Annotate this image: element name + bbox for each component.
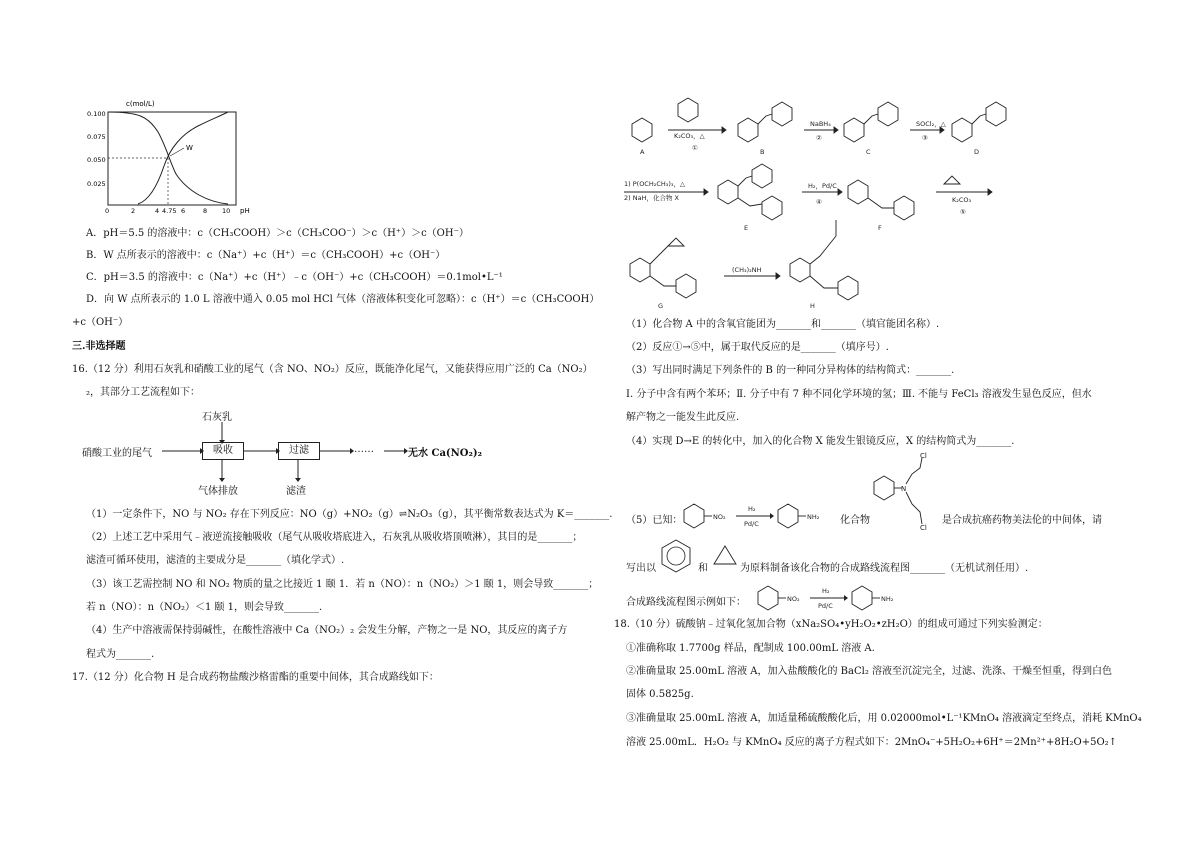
example-pdc: Pd/C	[818, 602, 833, 610]
reagent-k2co3-heat: K₂CO₃，△	[674, 132, 705, 140]
ch3coo-curve	[138, 112, 228, 204]
label-h: H	[810, 302, 815, 310]
example-h2: H₂	[822, 587, 830, 595]
step-1: ①	[692, 144, 698, 152]
q15-option-d: D．向 W 点所表示的 1.0 L 溶液中通入 0.05 mol HCl 气体（溶液体积变化可忽略）：c（H⁺）＝c（CH₃COOH）	[86, 294, 600, 305]
label-e: E	[744, 224, 749, 232]
xtick-6: 6	[181, 207, 186, 215]
q17-part2: （2）反应①→⑤中，属于取代反应的是_______（填序号）.	[626, 342, 889, 353]
xtick-8: 8	[203, 207, 208, 215]
epoxide-g	[668, 238, 684, 246]
ring-e1	[718, 180, 738, 204]
q16-part2: （2）上述工艺中采用气﹣液逆流接触吸收（尾气从吸收塔底进入，石灰乳从吸收塔顶喷淋），其目的是_______；	[86, 532, 583, 543]
example-no2: NO₂	[787, 595, 800, 603]
reagent-dimethylamine: (CH₃)₂NH	[732, 266, 762, 274]
amine-group: NH₂	[807, 513, 820, 521]
target-n: N	[901, 485, 907, 493]
xtick-0: 0	[105, 207, 110, 215]
q16-part2-cont: 滤渣可循环使用，滤渣的主要成分是_______（填化学式）.	[86, 555, 345, 566]
flow-arrows	[82, 408, 522, 500]
step-3: ③	[922, 134, 928, 142]
ring-h1	[790, 258, 810, 282]
epoxide-reagent	[944, 176, 960, 184]
q17-part3-cond: Ⅰ. 分子中含有两个苯环；Ⅱ. 分子中有 7 种不同化学环境的氢；Ⅲ. 不能与 FeCl₃ 溶液发生显色反应，但水	[626, 389, 1092, 400]
label-f: F	[878, 224, 882, 232]
q17-intro: 17.（12 分）化合物 H 是合成药物盐酸沙格雷酯的重要中间体，其合成路线如下：	[72, 672, 439, 683]
label-d: D	[974, 148, 980, 156]
section-heading: 三.非选择题	[72, 341, 126, 352]
flow-box-absorb: 吸收	[202, 442, 244, 460]
q17-part5-task: 为原料制备该化合物的合成路线流程图_______（无机试剂任用）.	[740, 563, 1029, 574]
ring-d1	[952, 118, 972, 142]
label-g: G	[658, 302, 664, 310]
step-2: ②	[816, 134, 822, 142]
ring-b1	[738, 118, 758, 142]
label-a: A	[640, 148, 645, 156]
flow-box-filter: 过滤	[278, 442, 320, 460]
ring-c2	[878, 102, 898, 126]
step-4: ④	[816, 198, 822, 206]
reagent-nah-x: 2) NaH，化合物 X	[624, 194, 679, 202]
ring-c1	[844, 118, 864, 142]
ytick-0025: 0.025	[87, 180, 106, 188]
q18-intro: 18.（10 分）硫酸钠﹣过氧化氢加合物（xNa₂SO₄•yH₂O₂•zH₂O）的组成可通过下列实验测定：	[614, 619, 1048, 630]
q17-part5-example: 合成路线流程图示例如下：	[626, 597, 746, 608]
nitro-group: NO₂	[713, 513, 726, 521]
flow-input: 硝酸工业的尾气	[82, 448, 152, 459]
q17-part5-and: 和	[698, 563, 708, 574]
q15-option-c: C．pH＝3.5 的溶液中：c（Na⁺）+c（H⁺）﹣c（OH⁻）+c（CH₃COOH）＝0.1mol•L⁻¹	[86, 272, 503, 283]
synthesis-scheme	[612, 96, 1152, 314]
reagent-nabh4: NaBH₄	[810, 120, 831, 128]
target-compound-structure	[870, 452, 940, 532]
chart-ylabel: c(mol/L)	[126, 100, 155, 108]
ring-b2	[772, 102, 792, 126]
q17-part3-cond-cont: 解产物之一能发生此反应.	[626, 412, 740, 423]
known-pdc: Pd/C	[744, 520, 759, 528]
q18-step1: ①准确称取 1.7700g 样品，配制成 100.00mL 溶液 A.	[626, 643, 875, 654]
label-c: C	[866, 148, 871, 156]
q17-part5-write: 写出以	[626, 563, 656, 574]
process-flow	[82, 408, 522, 500]
ring-f2	[894, 196, 914, 220]
ring-g2	[676, 274, 696, 298]
concentration-ph-chart	[78, 92, 278, 220]
q17-part4: （4）实现 D→E 的转化中，加入的化合物 X 能发生银镜反应，X 的结构简式为_______.	[626, 436, 1015, 447]
q18-step2: ②准确量取 25.00mL 溶液 A，加入盐酸酸化的 BaCl₂ 溶液至沉淀完全，过滤、洗涤、干燥至恒重，得到白色	[626, 666, 1113, 677]
q16-intro: 16.（12 分）利用石灰乳和硝酸工业的尾气（含 NO、NO₂）反应，既能净化尾气，又能获得应用广泛的 Ca（NO₂）	[72, 364, 593, 375]
flow-dots: ……	[354, 444, 374, 455]
ring-g1	[630, 258, 650, 282]
q17-part5-compound: 化合物	[840, 515, 870, 526]
reagent-h2: H₂，Pd/C	[808, 182, 837, 190]
flow-below-residue: 滤渣	[286, 486, 306, 497]
epoxide-structure	[710, 540, 740, 570]
q15-option-a: A．pH＝5.5 的溶液中：c（CH₃COOH）＞c（CH₃COO⁻）＞c（H⁺）＞c（OH⁻）	[86, 228, 469, 239]
ring-f1	[848, 180, 868, 204]
example-nh2: NH₂	[881, 595, 894, 603]
flow-below-gas: 气体排放	[198, 486, 238, 497]
ytick-0050: 0.050	[87, 156, 106, 164]
label-b: B	[760, 148, 765, 156]
chart-xlabel: pH	[240, 207, 250, 215]
q17-part5-known: （5）已知：	[626, 515, 683, 526]
q18-step3-cont: 溶液 25.00mL．H₂O₂ 与 KMnO₄ 反应的离子方程式如下：2MnO₄⁻+5H₂O₂+6H⁺＝2Mn²⁺+8H₂O+5O₂↑	[626, 737, 1118, 748]
q16-part3-cont: 若 n（NO）：n（NO₂）＜1 颐 1，则会导致_______.	[86, 602, 323, 613]
ring-reagent-bn	[678, 98, 698, 122]
q16-part4: （4）生产中溶液需保持弱碱性，在酸性溶液中 Ca（NO₂）₂ 会发生分解，产物之一是 NO，其反应的离子方	[86, 625, 568, 636]
q16-intro-cont: ₂，其部分工艺流程如下：	[86, 387, 201, 398]
flow-output: 无水 Ca(NO₂)₂	[408, 448, 482, 459]
xtick-4: 4	[155, 207, 160, 215]
target-cl-bottom: Cl	[920, 524, 927, 532]
step-5: ⑤	[960, 208, 966, 216]
reagent-k2co3: K₂CO₃	[952, 196, 972, 204]
q16-part4-cont: 程式为_______.	[86, 649, 155, 660]
benzene-structure	[656, 536, 696, 576]
q16-part3: （3）该工艺需控制 NO 和 NO₂ 物质的量之比接近 1 颐 1．若 n（NO）：n（NO₂）＞1 颐 1，则会导致_______；	[86, 579, 599, 590]
q16-part1: （1）一定条件下，NO 与 NO₂ 存在下列反应：NO（g）+NO₂（g）⇌N₂O₃（g），其平衡常数表达式为 K＝_______.	[86, 509, 613, 520]
ytick-0075: 0.075	[87, 133, 106, 141]
q15-option-b: B．W 点所表示的溶液中：c（Na⁺）+c（H⁺）＝c（CH₃COOH）+c（OH⁻）	[86, 250, 446, 261]
chart-frame	[108, 112, 236, 205]
ring-a	[632, 118, 652, 142]
flow-top-input: 石灰乳	[202, 412, 232, 423]
known-h2: H₂	[748, 505, 756, 513]
ring-e2	[752, 164, 772, 188]
reagent-phosphite: 1) P(OCH₂CH₃)₃，△	[624, 180, 686, 188]
point-w-label: W	[186, 144, 193, 152]
xtick-10: 10	[222, 207, 231, 215]
xtick-2: 2	[131, 207, 136, 215]
q18-step3: ③准确量取 25.00mL 溶液 A，加适量稀硫酸酸化后，用 0.02000mol•L⁻¹KMnO₄ 溶液滴定至终点，消耗 KMnO₄	[626, 713, 1142, 724]
q17-part1: （1）化合物 A 中的含氧官能团为_______和_______（填官能团名称）.	[626, 319, 940, 330]
q17-part5-desc: 是合成抗癌药物美法伦的中间体，请	[942, 515, 1102, 526]
q17-part3: （3）写出同时满足下列条件的 B 的一种同分异构体的结构简式：_______.	[626, 365, 955, 376]
ring-e3	[762, 196, 782, 220]
ring-d2	[986, 102, 1006, 126]
example-scheme	[752, 580, 916, 616]
ring-h2	[838, 276, 858, 300]
xtick-475: 4.75	[162, 207, 177, 215]
reagent-socl2: SOCl₂，△	[916, 120, 946, 128]
ytick-0100: 0.100	[87, 110, 106, 118]
q15-option-d-cont: +c（OH⁻）	[72, 317, 129, 328]
target-cl-top: Cl	[920, 452, 927, 460]
q18-step2-cont: 固体 0.5825g.	[626, 689, 694, 700]
nitro-to-amine-scheme	[678, 496, 842, 536]
